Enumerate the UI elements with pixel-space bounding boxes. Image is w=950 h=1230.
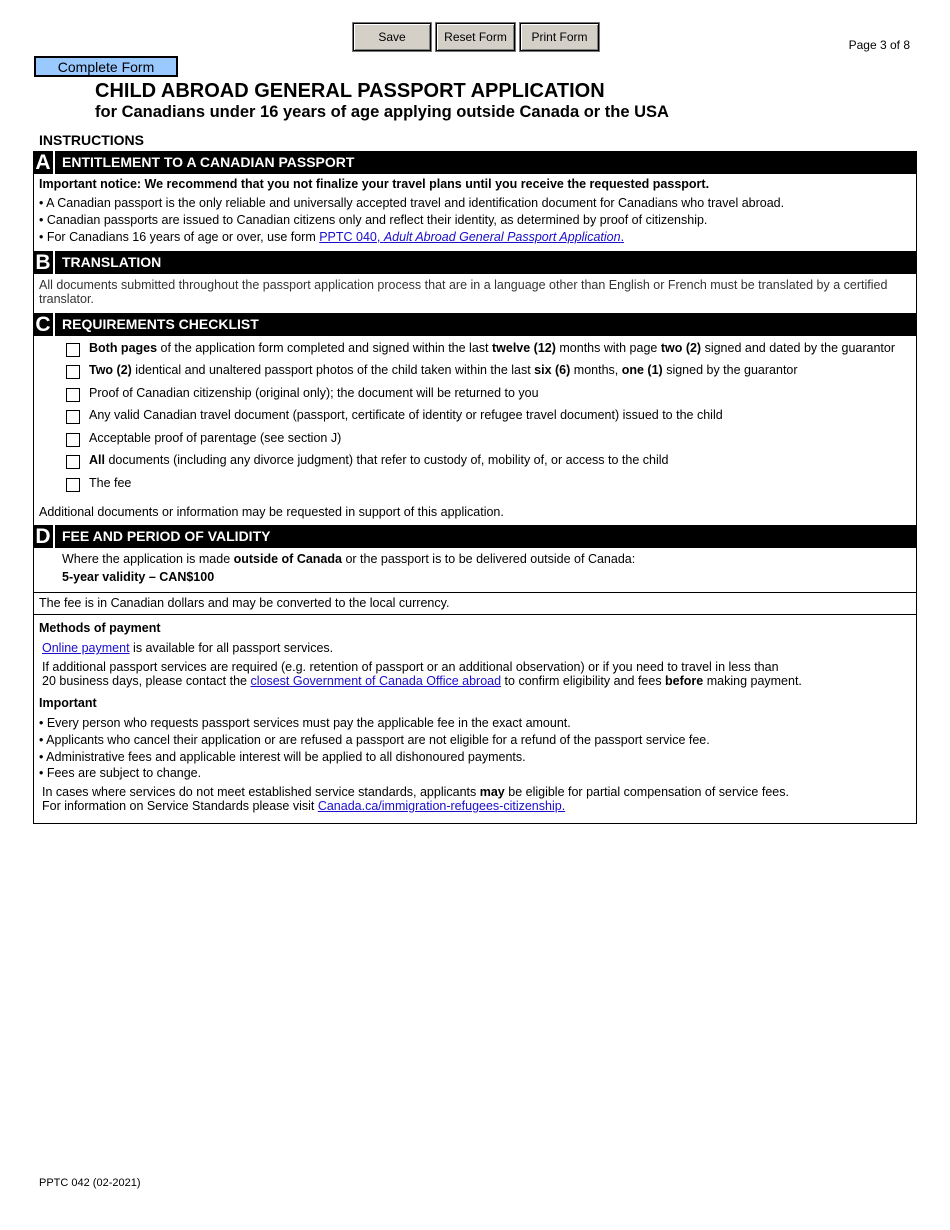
translation-text: translator. <box>39 292 94 306</box>
section-c-header <box>33 313 917 336</box>
bullet-text <box>39 230 624 244</box>
section-letter: D <box>33 525 55 548</box>
checklist-item: Proof of Canadian citizenship (original only); the document will be returned to you <box>89 386 539 400</box>
important-notice: Important notice: We recommend that you not finalize your travel plans until you receive the requested passport. <box>39 177 710 191</box>
section-title: ENTITLEMENT TO A CANADIAN PASSPORT <box>62 154 355 170</box>
section-letter: C <box>33 313 55 336</box>
checklist-checkbox[interactable] <box>66 388 80 402</box>
important-bullet: • Fees are subject to change. <box>39 766 202 780</box>
service-standards-text: In cases where services do not meet established service standards, applicants may be eligible for partial compensation of service fees. <box>42 785 789 799</box>
page-subtitle: for Canadians under 16 years of age applying outside Canada or the USA <box>95 103 669 121</box>
important-bullet: • Every person who requests passport services must pay the applicable fee in the exact amount. <box>39 716 571 730</box>
reset-form-button[interactable]: Reset Form <box>436 23 515 51</box>
save-button[interactable]: Save <box>353 23 431 51</box>
online-payment-link[interactable]: Online payment <box>42 641 130 655</box>
complete-form-button[interactable]: Complete Form <box>34 56 178 77</box>
section-title: FEE AND PERIOD OF VALIDITY <box>62 528 271 544</box>
additional-services-text: 20 business days, please contact the closest Government of Canada Office abroad to confirm eligibility and fees before making payment. <box>42 674 802 688</box>
translation-text: All documents submitted throughout the passport application process that are in a language other than English or French must be translated by a certified <box>39 278 888 292</box>
fee-condition: Where the application is made outside of Canada or the passport is to be delivered outside of Canada: <box>62 552 636 566</box>
section-letter: A <box>33 151 55 174</box>
bullet-text: • Canadian passports are issued to Canadian citizens only and reflect their identity, as determined by proof of citizenship. <box>39 213 708 227</box>
checklist-item: The fee <box>89 476 132 490</box>
checklist-checkbox[interactable] <box>66 365 80 379</box>
government-office-link[interactable]: closest Government of Canada Office abroad <box>250 674 502 688</box>
checklist-checkbox[interactable] <box>66 455 80 469</box>
divider <box>33 614 917 615</box>
section-letter: B <box>33 251 55 274</box>
section-title: REQUIREMENTS CHECKLIST <box>62 316 259 332</box>
important-heading: Important <box>39 696 97 710</box>
canada-ca-link[interactable]: Canada.ca/immigration-refugees-citizenship. <box>317 799 566 813</box>
page-number: Page 3 of 8 <box>848 38 910 52</box>
section-a-header <box>33 151 917 174</box>
methods-heading: Methods of payment <box>39 621 161 635</box>
additional-services-text: If additional passport services are required (e.g. retention of passport or an additional observation) or if you need to travel in less than <box>42 660 779 674</box>
checklist-item: Acceptable proof of parentage (see section J) <box>89 431 342 445</box>
checklist-checkbox[interactable] <box>66 343 80 357</box>
checklist-item: All documents (including any divorce judgment) that refer to custody of, mobility of, or access to the child <box>89 453 669 467</box>
form-code: PPTC 042 (02-2021) <box>39 1177 141 1189</box>
fee-validity: 5-year validity – CAN$100 <box>62 570 215 584</box>
important-bullet: • Administrative fees and applicable interest will be applied to all dishonoured payments. <box>39 750 526 764</box>
additional-documents-note: Additional documents or information may be requested in support of this application. <box>39 505 504 519</box>
checklist-checkbox[interactable] <box>66 478 80 492</box>
bullet-text: • A Canadian passport is the only reliable and universally accepted travel and identification document for Canadians who travel abroad. <box>39 196 785 210</box>
instructions-heading: INSTRUCTIONS <box>39 132 144 148</box>
checklist-item: Both pages of the application form completed and signed within the last twelve (12) months with page two (2) signed and dated by the guarantor <box>89 341 896 355</box>
checklist-checkbox[interactable] <box>66 433 80 447</box>
checklist-item: Two (2) identical and unaltered passport photos of the child taken within the last six (6) months, one (1) signed by the guarantor <box>89 363 798 377</box>
important-bullet: • Applicants who cancel their application or are refused a passport are not eligible for a refund of the passport service fee. <box>39 733 710 747</box>
currency-note: The fee is in Canadian dollars and may be converted to the local currency. <box>39 596 450 610</box>
adult-form-link[interactable]: PPTC 040, Adult Abroad General Passport Application. <box>319 230 625 244</box>
checklist-item: Any valid Canadian travel document (passport, certificate of identity or refugee travel document) issued to the child <box>89 408 723 422</box>
section-d-header <box>33 525 917 548</box>
service-standards-info: For information on Service Standards please visit Canada.ca/immigration-refugees-citizenship. <box>42 799 566 813</box>
print-form-button[interactable]: Print Form <box>520 23 599 51</box>
online-payment-line: Online payment is available for all passport services. <box>42 641 334 655</box>
section-title: TRANSLATION <box>62 254 162 270</box>
divider <box>33 592 917 593</box>
page-title: CHILD ABROAD GENERAL PASSPORT APPLICATION <box>95 80 605 102</box>
bullet-prefix: • For Canadians 16 years of age or over, use form <box>39 230 320 244</box>
section-b-header <box>33 251 917 274</box>
checklist-checkbox[interactable] <box>66 410 80 424</box>
